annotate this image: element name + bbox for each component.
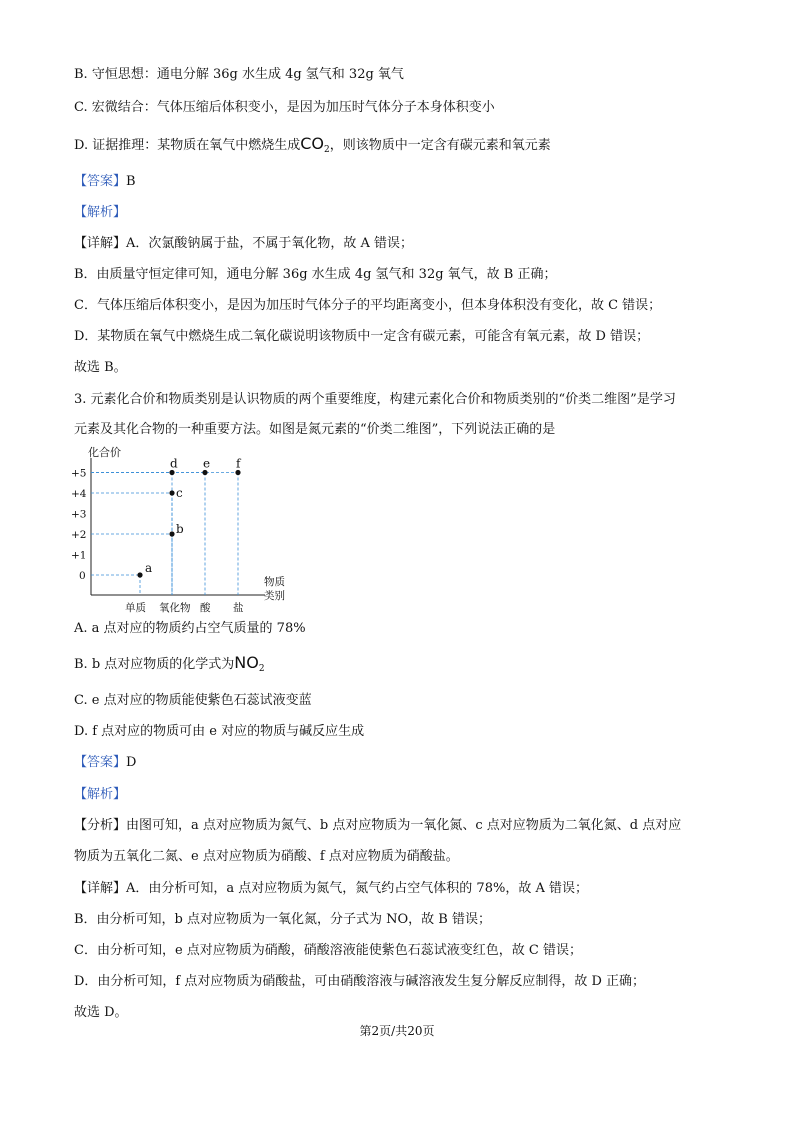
q3-stem-1: 3. 元素化合价和物质类别是认识物质的两个重要维度，构建元素化合价和物质类别的“价类二维图”是学习 bbox=[74, 392, 676, 407]
q3-option-b-pre: B. b 点对应物质的化学式为 bbox=[74, 657, 235, 672]
y-tick-label: 0 bbox=[79, 570, 86, 582]
fenxi-q3-1 bbox=[74, 817, 681, 835]
detail-q3-d: D．由分析可知，f 点对应物质为硝酸盐，可由硝酸溶液与碱溶液发生复分解反应制得，故 D 正确； bbox=[74, 974, 646, 989]
y-tick-label: +4 bbox=[71, 488, 87, 500]
page-footer: 第2页/共20页 bbox=[359, 1024, 435, 1038]
co2-formula: CO bbox=[300, 134, 324, 153]
point-e bbox=[202, 470, 207, 475]
answer-value: B bbox=[126, 174, 136, 189]
y-tick-label: +3 bbox=[71, 508, 87, 521]
detail-q2-c: C．气体压缩后体积变小，是因为加压时气体分子的平均距离变小，但本身体积没有变化，故 C 错误； bbox=[74, 298, 662, 313]
detail-q2-d: D．某物质在氧气中燃烧生成二氧化碳说明该物质中一定含有碳元素，可能含有氧元素，故 D 错误； bbox=[74, 329, 650, 344]
option-d-q2 bbox=[74, 135, 551, 159]
analysis-label-q2: 【解析】 bbox=[74, 205, 127, 220]
point-label-b: b bbox=[176, 522, 184, 536]
chart-points bbox=[137, 457, 242, 578]
fenxi-label: 【分析】 bbox=[74, 818, 127, 833]
y-tick-label: +5 bbox=[71, 467, 87, 480]
chart-axes bbox=[88, 445, 285, 602]
co2-subscript: 2 bbox=[324, 145, 330, 155]
y-tick-label: +2 bbox=[71, 529, 87, 541]
detail-q3-a bbox=[74, 880, 588, 898]
detail-q3-b: B．由分析可知，b 点对应物质为一氧化氮，分子式为 NO，故 B 错误； bbox=[74, 912, 491, 927]
x-tick-label: 单质 bbox=[125, 602, 146, 614]
valence-class-chart bbox=[70, 440, 310, 615]
point-label-a: a bbox=[145, 561, 153, 575]
detail-q2-a bbox=[74, 235, 413, 253]
y-tick-label: +1 bbox=[71, 549, 87, 562]
option-c-q2: C. 宏微结合：气体压缩后体积变小，是因为加压时气体分子本身体积变小 bbox=[74, 100, 495, 115]
point-label-f: f bbox=[236, 456, 241, 471]
point-b bbox=[169, 531, 174, 536]
answer-q3 bbox=[74, 754, 136, 772]
fenxi-q3-2: 物质为五氧化二氮、e 点对应物质为硝酸、f 点对应物质为硝酸盐。 bbox=[74, 849, 459, 864]
x-tick-label: 酸 bbox=[200, 602, 211, 614]
x-tick-label: 盐 bbox=[233, 602, 244, 614]
point-f bbox=[235, 470, 240, 475]
point-label-e: e bbox=[203, 456, 211, 471]
point-d bbox=[169, 470, 174, 475]
q3-stem-2: 元素及其化合物的一种重要方法。如图是氮元素的“价类二维图”，下列说法正确的是 bbox=[74, 422, 556, 437]
q3-option-b bbox=[74, 654, 265, 678]
answer-value: D bbox=[126, 755, 137, 770]
x-tick-label: 氧化物 bbox=[159, 602, 191, 614]
point-a bbox=[137, 572, 142, 577]
y-axis-label: 化合价 bbox=[88, 446, 121, 459]
chart-ticks bbox=[71, 468, 244, 615]
conclusion-q2: 故选 B。 bbox=[74, 360, 127, 375]
q3-option-a: A. a 点对应的物质约占空气质量的 78% bbox=[74, 621, 306, 636]
q3-option-d: D. f 点对应的物质可由 e 对应的物质与碱反应生成 bbox=[74, 724, 365, 739]
fenxi-text: 由图可知，a 点对应物质为氮气、b 点对应物质为一氧化氮、c 点对应物质为二氧化氮、d 点对应 bbox=[126, 818, 682, 833]
answer-label: 【答案】 bbox=[74, 174, 127, 189]
conclusion-q3: 故选 D。 bbox=[74, 1005, 128, 1020]
answer-q2 bbox=[74, 173, 136, 191]
detail-q2-b: B．由质量守恒定律可知，通电分解 36g 水生成 4g 氢气和 32g 氧气，故 B 正确； bbox=[74, 267, 557, 282]
detail-q3-c: C．由分析可知，e 点对应物质为硝酸，硝酸溶液能使紫色石蕊试液变红色，故 C 错误； bbox=[74, 943, 582, 958]
point-label-c: c bbox=[176, 486, 183, 500]
x-axis-label-line2: 类别 bbox=[264, 590, 285, 602]
x-axis-label-line1: 物质 bbox=[264, 576, 285, 588]
detail-text: A．次氯酸钠属于盐，不属于氧化物，故 A 错误； bbox=[126, 236, 414, 251]
analysis-label-q3: 【解析】 bbox=[74, 787, 127, 802]
point-c bbox=[169, 490, 174, 495]
chart-guides bbox=[91, 473, 238, 596]
q3-option-c: C. e 点对应的物质能使紫色石蕊试液变蓝 bbox=[74, 693, 312, 708]
option-d-q2-pre: D. 证据推理：某物质在氧气中燃烧生成 bbox=[74, 138, 301, 153]
no2-subscript: 2 bbox=[258, 664, 265, 674]
option-d-q2-post: ，则该物质中一定含有碳元素和氧元素 bbox=[329, 138, 551, 153]
option-b-q2: B. 守恒思想：通电分解 36g 水生成 4g 氢气和 32g 氧气 bbox=[74, 67, 404, 82]
detail-text: A．由分析可知，a 点对应物质为氮气，氮气约占空气体积的 78%，故 A 错误； bbox=[126, 881, 588, 896]
detail-label: 【详解】 bbox=[74, 881, 127, 896]
no2-formula: NO bbox=[234, 653, 259, 672]
answer-label: 【答案】 bbox=[74, 755, 127, 770]
detail-label: 【详解】 bbox=[74, 236, 127, 251]
point-label-d: d bbox=[170, 456, 178, 471]
